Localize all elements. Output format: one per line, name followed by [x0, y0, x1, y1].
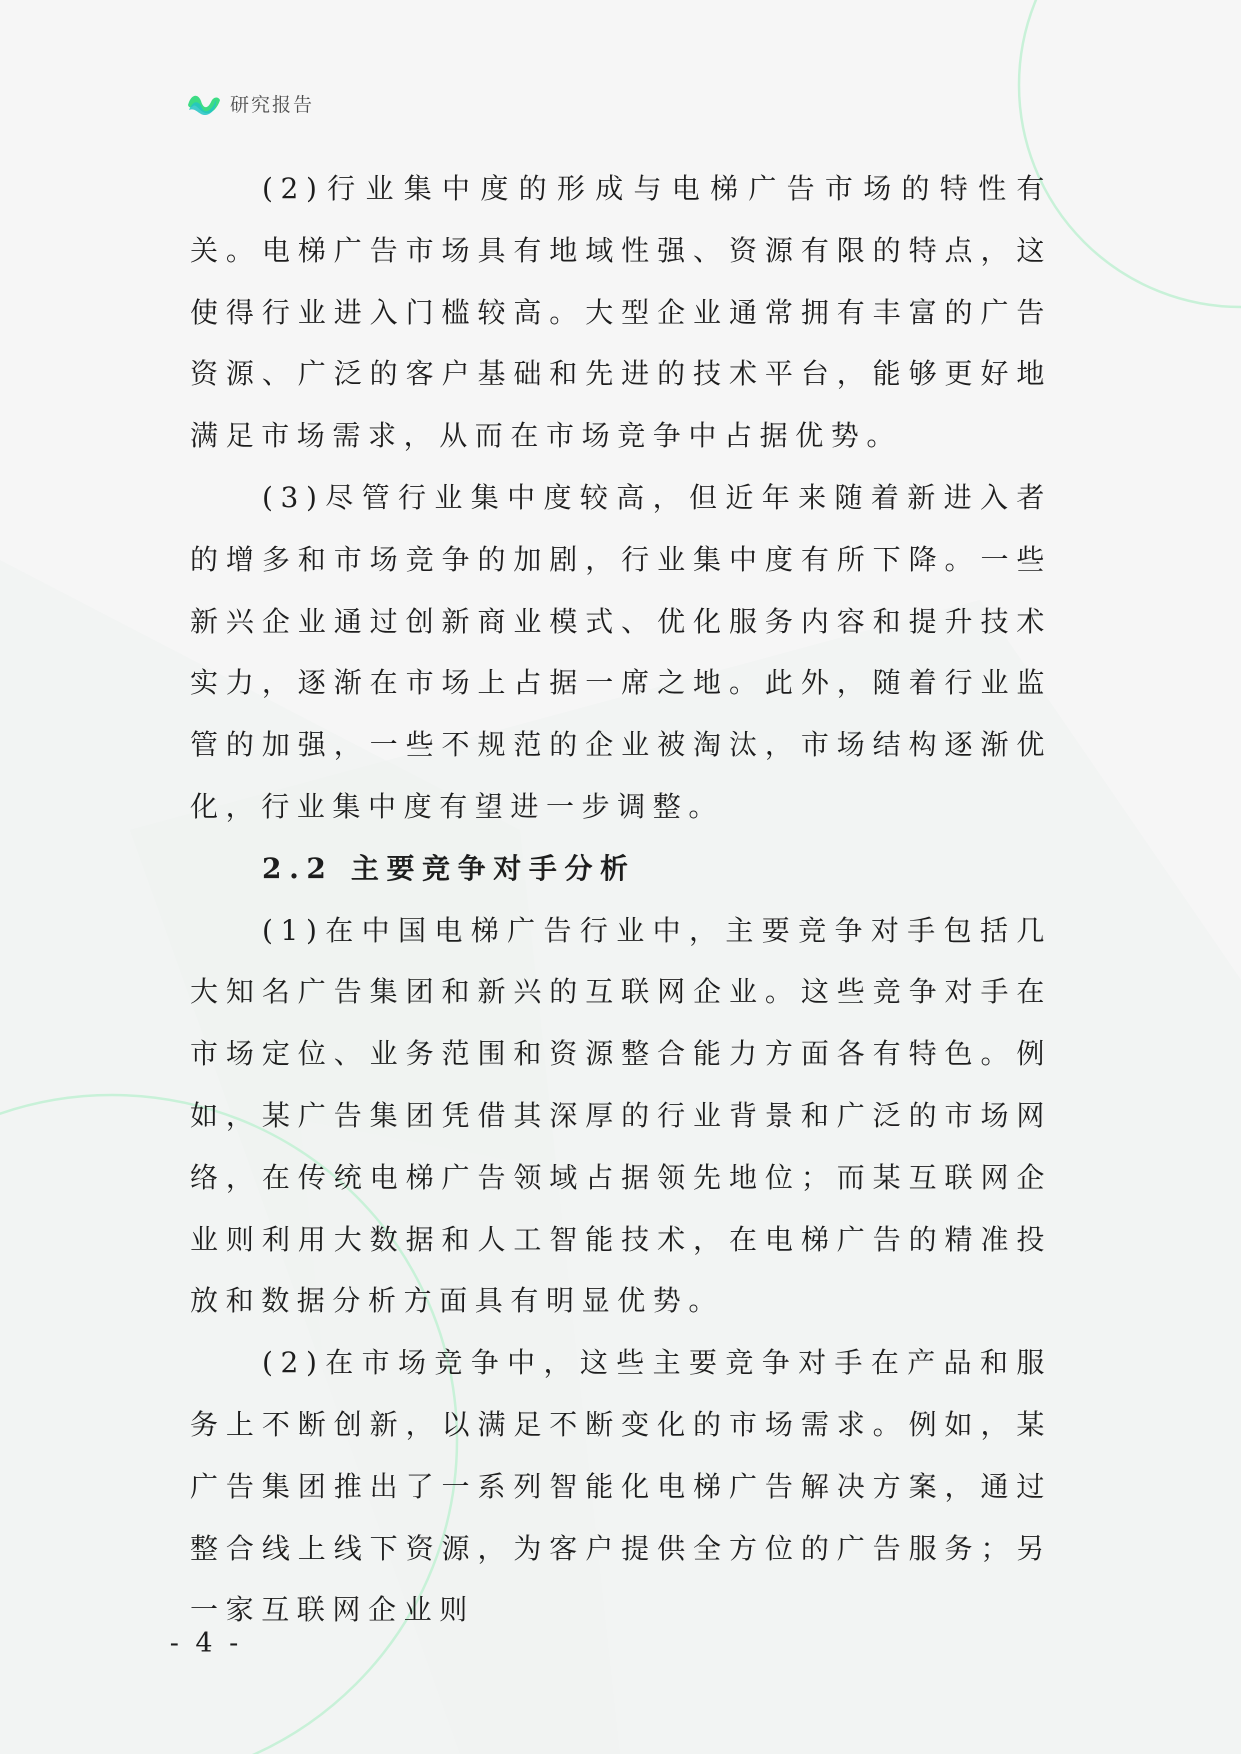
- header-label: 研究报告: [230, 93, 315, 116]
- document-body: [190, 158, 1052, 1641]
- ribbon-logo-icon: [186, 88, 222, 118]
- section-heading: 2.2 主要竞争对手分析: [262, 851, 636, 885]
- body-paragraph: (2)行业集中度的形成与电梯广告市场的特性有关。电梯广告市场具有地域性强、资源有限的特点，这使得行业进入门槛较高。大型企业通常拥有丰富的广告资源、广泛的客户基础和先进的技术平台，能够更好地满足市场需求，从而在市场竞争中占据优势。: [190, 172, 1052, 453]
- page-number: - 4 -: [169, 1628, 243, 1659]
- body-paragraph: (1)在中国电梯广告行业中，主要竞争对手包括几大知名广告集团和新兴的互联网企业。这些竞争对手在市场定位、业务范围和资源整合能力方面各有特色。例如，某广告集团凭借其深厚的行业背景和广泛的市场网络，在传统电梯广告领域占据领先地位；而某互联网企业则利用大数据和人工智能技术，在电梯广告的精准投放和数据分析方面具有明显优势。: [190, 913, 1052, 1318]
- page-header: [186, 88, 314, 118]
- body-paragraph: (3)尽管行业集中度较高，但近年来随着新进入者的增多和市场竞争的加剧，行业集中度有所下降。一些新兴企业通过创新商业模式、优化服务内容和提升技术实力，逐渐在市场上占据一席之地。此外，随着行业监管的加强，一些不规范的企业被淘汰，市场结构逐渐优化，行业集中度有望进一步调整。: [190, 480, 1052, 823]
- body-paragraph: (2)在市场竞争中，这些主要竞争对手在产品和服务上不断创新，以满足不断变化的市场需求。例如，某广告集团推出了一系列智能化电梯广告解决方案，通过整合线上线下资源，为客户提供全方位的广告服务；另一家互联网企业则: [190, 1346, 1052, 1627]
